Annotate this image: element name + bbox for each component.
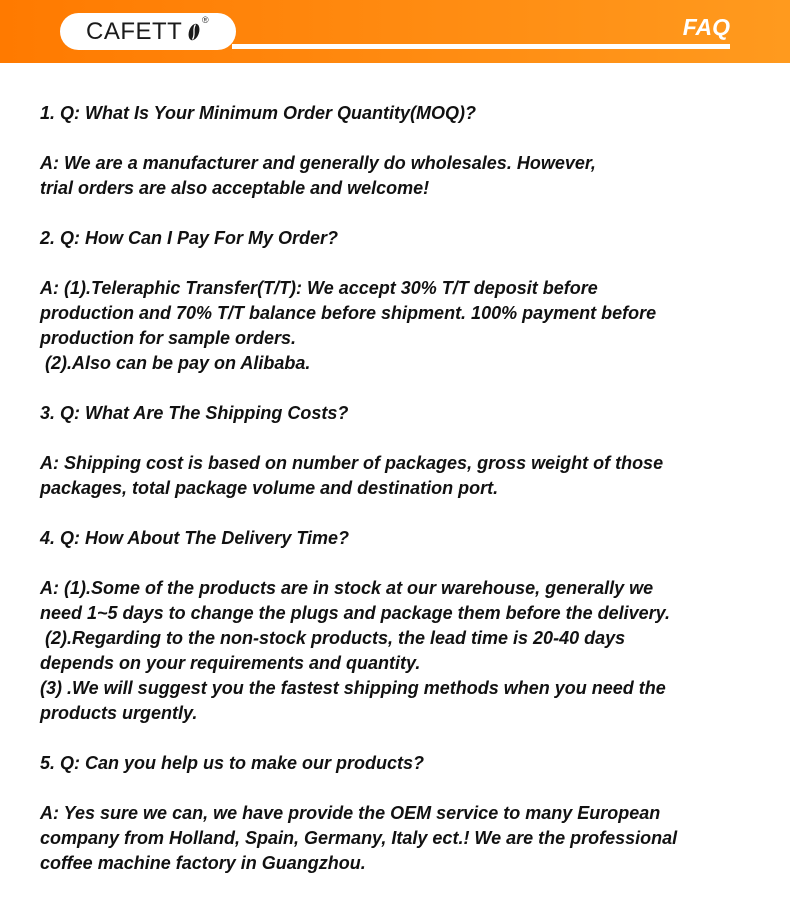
faq-question: 5. Q: Can you help us to make our products? bbox=[40, 753, 425, 773]
faq-list bbox=[40, 101, 740, 876]
header-banner bbox=[0, 0, 790, 63]
faq-question: 4. Q: How About The Delivery Time? bbox=[40, 528, 350, 548]
faq-answer-line: A: Yes sure we can, we have provide the OEM service to many European bbox=[40, 803, 661, 823]
header-divider-line bbox=[232, 44, 730, 49]
faq-answer-line: A: (1).Some of the products are in stock at our warehouse, generally we bbox=[40, 578, 654, 598]
faq-answer-line: A: Shipping cost is based on number of packages, gross weight of those bbox=[40, 453, 664, 473]
faq-question: 1. Q: What Is Your Minimum Order Quantity(MOQ)? bbox=[40, 103, 477, 123]
faq-item bbox=[40, 101, 740, 226]
faq-answer-line: need 1~5 days to change the plugs and package them before the delivery. bbox=[40, 603, 671, 623]
faq-answer-line: A: (1).Teleraphic Transfer(T/T): We accept 30% T/T deposit before bbox=[40, 278, 598, 298]
faq-answer-line: production and 70% T/T balance before shipment. 100% payment before bbox=[40, 303, 657, 323]
faq-answer-line: trial orders are also acceptable and welcome! bbox=[40, 178, 430, 198]
faq-item bbox=[40, 751, 740, 876]
faq-answer-line: production for sample orders. bbox=[40, 328, 297, 348]
faq-item bbox=[40, 526, 740, 751]
faq-answer-line: packages, total package volume and destination port. bbox=[40, 478, 499, 498]
faq-item bbox=[40, 401, 740, 526]
faq-item bbox=[40, 226, 740, 401]
registered-mark: ® bbox=[202, 15, 209, 25]
logo-text: CAFETT bbox=[86, 18, 183, 45]
faq-answer-line: products urgently. bbox=[40, 703, 198, 723]
faq-answer-line: (2).Regarding to the non-stock products, the lead time is 20-40 days bbox=[40, 628, 626, 648]
faq-answer-line: depends on your requirements and quantity. bbox=[40, 653, 421, 673]
faq-question: 2. Q: How Can I Pay For My Order? bbox=[40, 228, 339, 248]
faq-answer-line: (3) .We will suggest you the fastest shipping methods when you need the bbox=[40, 678, 666, 698]
faq-answer-line: company from Holland, Spain, Germany, Italy ect.! We are the professional bbox=[40, 828, 678, 848]
faq-question: 3. Q: What Are The Shipping Costs? bbox=[40, 403, 349, 423]
faq-answer-line: A: We are a manufacturer and generally do wholesales. However, bbox=[40, 153, 596, 173]
faq-answer-line: (2).Also can be pay on Alibaba. bbox=[40, 353, 311, 373]
coffee-bean-icon bbox=[188, 23, 200, 41]
brand-logo bbox=[60, 13, 236, 50]
page-title: FAQ bbox=[682, 14, 730, 40]
faq-answer-line: coffee machine factory in Guangzhou. bbox=[40, 853, 366, 873]
